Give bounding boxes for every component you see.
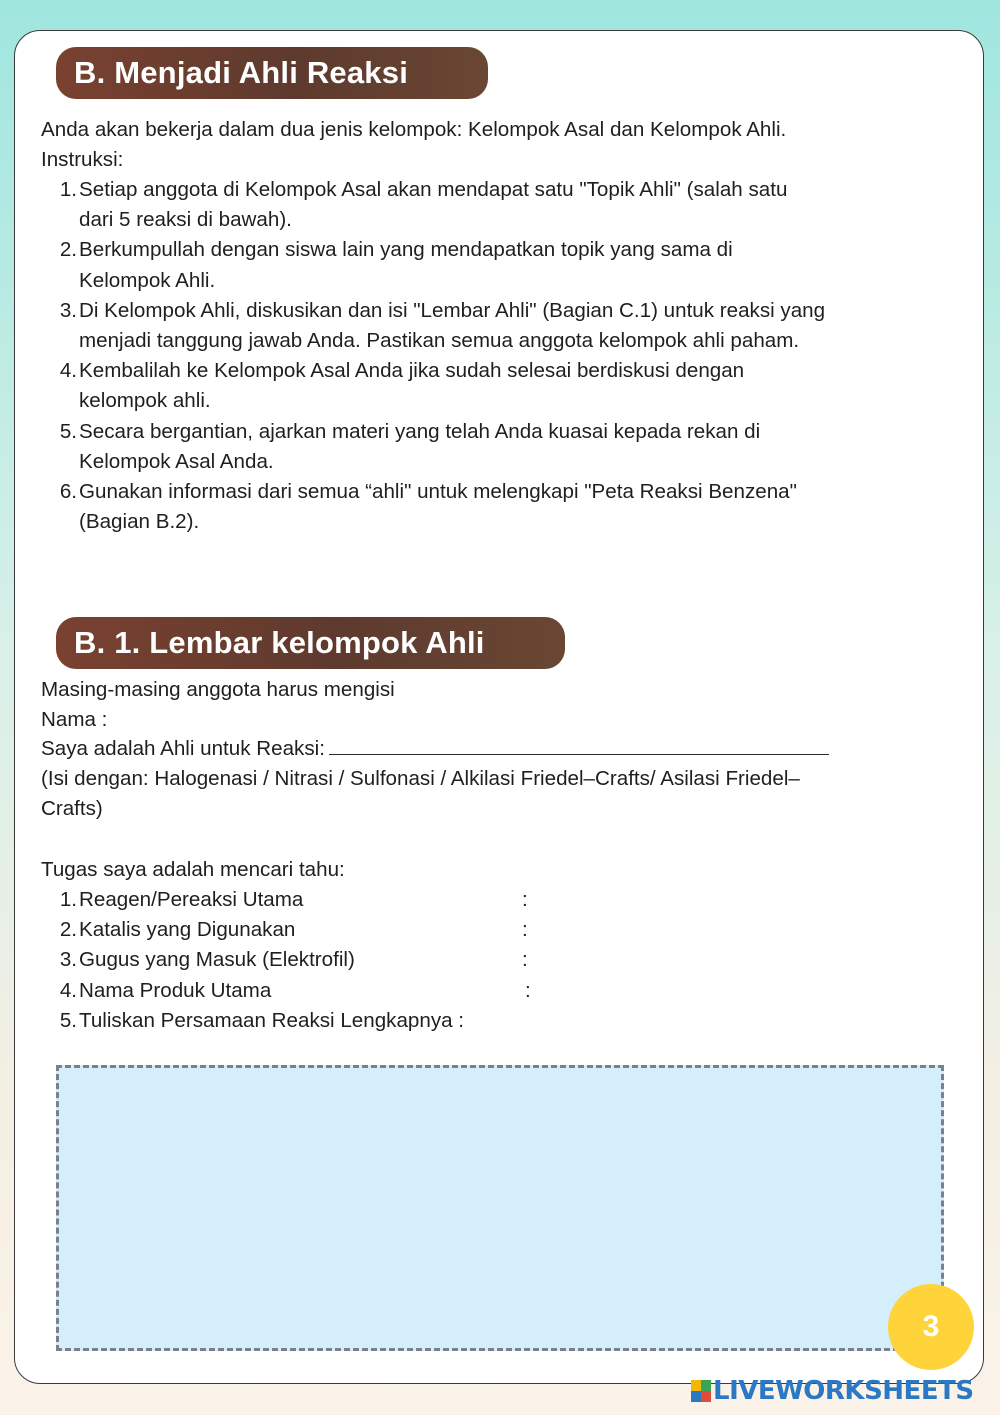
task-label: Tugas saya adalah mencari tahu:	[41, 858, 345, 881]
task-item: 5. Tuliskan Persamaan Reaksi Lengkapnya :	[59, 1008, 465, 1032]
instructions-label: Instruksi:	[41, 148, 124, 171]
options-text-2: Crafts)	[41, 797, 103, 820]
liveworksheets-logo	[691, 1376, 974, 1406]
instruction-item: 6. Gunakan informasi dari semua “ahli" untuk melengkapi "Peta Reaksi Benzena" (Bagian B.2).	[59, 480, 797, 534]
expert-reaction-row	[41, 734, 829, 764]
instructions-list	[41, 175, 825, 537]
liveworksheets-grid-icon	[691, 1380, 711, 1402]
fill-instruction: Masing-masing anggota harus mengisi	[41, 678, 395, 701]
reaction-equation-answer-box[interactable]	[56, 1065, 944, 1351]
expert-reaction-blank[interactable]	[329, 734, 829, 755]
instruction-item: 3. Di Kelompok Ahli, diskusikan dan isi "Lembar Ahli" (Bagian C.1) untuk reaksi yang menjadi tanggung jawab Anda. Pastikan semua anggota kelompok ahli paham.	[59, 298, 826, 353]
expert-reaction-label: Saya adalah Ahli untuk Reaksi:	[41, 737, 325, 760]
section-title-b1: B. 1. Lembar kelompok Ahli	[56, 617, 565, 669]
options-text-1: (Isi dengan: Halogenasi / Nitrasi / Sulfonasi / Alkilasi Friedel–Crafts/ Asilasi Friedel–	[41, 767, 800, 790]
task-item: 2. Katalis yang Digunakan :	[59, 918, 528, 942]
name-label: Nama :	[41, 708, 108, 731]
intro-text: Anda akan bekerja dalam dua jenis kelompok: Kelompok Asal dan Kelompok Ahli.	[41, 118, 787, 141]
task-list	[41, 885, 531, 1036]
instruction-item: 4. Kembalilah ke Kelompok Asal Anda jika sudah selesai berdiskusi dengan kelompok ahli.	[59, 359, 745, 413]
instruction-item: 5. Secara bergantian, ajarkan materi yang telah Anda kuasai kepada rekan di Kelompok Asal Anda.	[59, 419, 761, 473]
section-title-b: B. Menjadi Ahli Reaksi	[56, 47, 488, 99]
task-item: 1. Reagen/Pereaksi Utama :	[59, 888, 528, 911]
instruction-item: 2. Berkumpullah dengan siswa lain yang mendapatkan topik yang sama di Kelompok Ahli.	[59, 238, 733, 292]
brand-name: LIVEWORKSHEETS	[713, 1376, 974, 1406]
page-number-badge: 3	[888, 1284, 974, 1370]
task-item: 4. Nama Produk Utama :	[59, 978, 531, 1002]
task-item: 3. Gugus yang Masuk (Elektrofil) :	[59, 948, 528, 972]
instruction-item: 1. Setiap anggota di Kelompok Asal akan mendapat satu "Topik Ahli" (salah satu dari 5 reaksi di bawah).	[59, 178, 788, 232]
